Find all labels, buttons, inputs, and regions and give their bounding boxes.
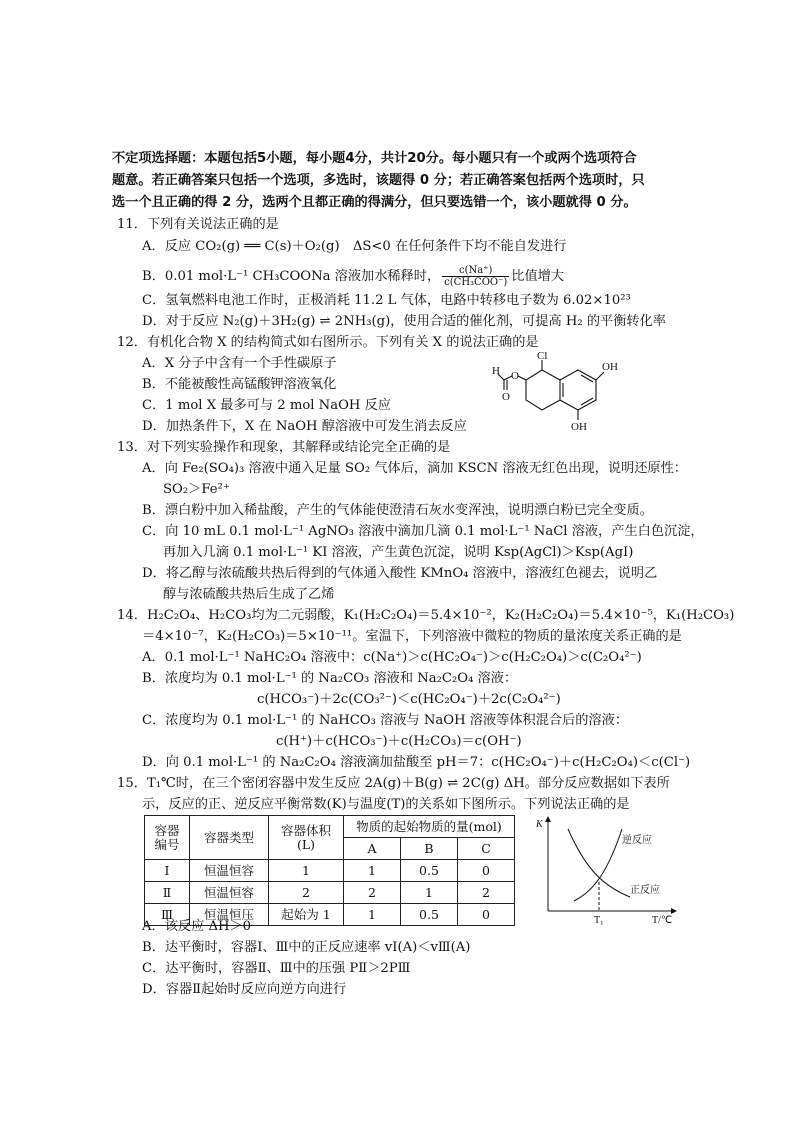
struct-o-ester-label: O [511, 370, 519, 382]
q11-option-b-text: B．0.01 mol·L⁻¹ CH₃COONa 溶液加水稀释时， [142, 269, 441, 284]
q13-option-d-line-2: 醇与浓硫酸共热后生成了乙烯 [163, 587, 335, 602]
table-cell-no: Ⅲ [145, 904, 190, 926]
table-header-no [145, 816, 190, 860]
graph-x-label: T/℃ [652, 915, 673, 926]
q15-stem-line-1: 15．T₁℃时，在三个密闭容器中发生反应 2A(g)＋B(g) ⇌ 2C(g) ΔH。部分反应数据如下表所 [117, 776, 670, 791]
table-header-b: B [401, 838, 458, 860]
q11-fraction [442, 265, 509, 288]
q11-fraction-numerator: c(Na⁺) [442, 265, 509, 277]
table-cell-c: 0 [458, 860, 515, 882]
table-header-volume [269, 816, 344, 860]
q12-option-a: A．X 分子中含有一个手性碳原子 [142, 356, 337, 371]
q13-option-c-line-2: 再加入几滴 0.1 mol·L⁻¹ KI 溶液，产生黄色沉淀，说明 Ksp(AgCl)＞Ksp(AgI) [163, 545, 634, 560]
graph-forward-curve [568, 829, 630, 897]
graph-reverse-label: 逆反应 [622, 835, 652, 846]
q15-option-d: D．容器Ⅱ起始时反应向逆方向进行 [142, 982, 347, 997]
struct-oh-bottom-label: OH [571, 421, 587, 433]
table-header-type: 容器类型 [190, 816, 269, 860]
table-header-no-1: 容器 [154, 822, 180, 838]
q15-stem-line-2: 示，反应的正、逆反应平衡常数(K)与温度(T)的关系如下图所示。下列说法正确的是 [142, 797, 630, 812]
q13-option-d-line-1: D．将乙醇与浓硫酸共热后得到的气体通入酸性 KMnO₄ 溶液中，溶液红色褪去，说明乙 [142, 566, 658, 581]
q11-option-b [142, 265, 564, 288]
q14-option-d: D．向 0.1 mol·L⁻¹ 的 Na₂C₂O₄ 溶液滴加盐酸至 pH＝7：c(HC₂O₄⁻)＋c(H₂C₂O₄)＜c(Cl⁻) [142, 755, 691, 770]
graph-forward-label: 正反应 [630, 885, 660, 896]
q13-option-a-line-2: SO₂＞Fe²⁺ [163, 482, 230, 497]
table-header-volume-1: 容器体积 [280, 822, 331, 838]
q13-option-b: B．漂白粉中加入稀盐酸，产生的气体能使澄清石灰水变浑浊，说明漂白粉已完全变质。 [142, 503, 653, 518]
table-row [145, 860, 515, 882]
struct-h-label: H [492, 365, 500, 377]
q14-option-c-line-1: C．浓度均为 0.1 mol·L⁻¹ 的 NaHCO₃ 溶液与 NaOH 溶液等体积混合后的溶液： [142, 713, 629, 728]
graph-reverse-curve [574, 829, 622, 901]
q14-stem-line-2: ＝4×10⁻⁷，K₂(H₂CO₃)＝5×10⁻¹¹。室温下，下列溶液中微粒的物质的量浓度关系正确的是 [142, 629, 682, 644]
section-header-line-2: 题意。若正确答案只包括一个选项，多选时，该题得 0 分；若正确答案包括两个选项时，只 [112, 173, 645, 188]
q14-option-b-expression: c(HCO₃⁻)＋2c(CO₃²⁻)＜c(HC₂O₄⁻)＋2c(C₂O₄²⁻) [257, 692, 561, 707]
q15-option-b: B．达平衡时，容器Ⅰ、Ⅲ中的正反应速率 vⅠ(A)＜vⅢ(A) [142, 940, 471, 955]
q11-fraction-denominator: c(CH₃COO⁻) [444, 277, 508, 288]
table-cell-b: 0.5 [401, 860, 458, 882]
q12-stem: 12．有机化合物 X 的结构简式如右图所示。下列有关 X 的说法正确的是 [117, 335, 539, 350]
table-cell-a: 1 [344, 860, 401, 882]
q11-option-a: A．反应 CO₂(g) ══ C(s)＋O₂(g) ΔS<0 在任何条件下均不能自发进行 [142, 239, 567, 254]
table-header-no-2: 编号 [154, 836, 180, 852]
section-header-line-3: 选一个且正确的得 2 分，选两个且都正确的得满分，但只要选错一个，该小题就得 0 分。 [112, 195, 637, 210]
table-cell-type: 恒温恒压 [190, 904, 269, 926]
q12-option-c: C．1 mol X 最多可与 2 mol NaOH 反应 [142, 398, 391, 413]
table-cell-no: Ⅱ [145, 882, 190, 904]
q15-data-table [144, 815, 515, 926]
q11-option-b-tail: 比值增大 [511, 269, 565, 284]
table-cell-volume: 起始为 1 [269, 904, 344, 926]
table-cell-c: 0 [458, 904, 515, 926]
table-cell-b: 1 [401, 882, 458, 904]
table-cell-type: 恒温恒容 [190, 882, 269, 904]
q12-structure-diagram [490, 350, 630, 435]
table-cell-b: 0.5 [401, 904, 458, 926]
table-header-a: A [344, 838, 401, 860]
q14-option-b-line-1: B．浓度均为 0.1 mol·L⁻¹ 的 Na₂CO₃ 溶液和 Na₂C₂O₄ 溶液： [142, 671, 518, 686]
q13-option-c-line-1: C．向 10 mL 0.1 mol·L⁻¹ AgNO₃ 溶液中滴加几滴 0.1 mol·L⁻¹ NaCl 溶液，产生白色沉淀， [142, 524, 704, 539]
q15-option-a: A．该反应 ΔH＞0 [142, 919, 252, 934]
table-cell-no: Ⅰ [145, 860, 190, 882]
table-cell-c: 2 [458, 882, 515, 904]
q12-option-b: B．不能被酸性高锰酸钾溶液氧化 [142, 377, 337, 392]
struct-oh-top-label: OH [602, 361, 618, 373]
table-row [145, 882, 515, 904]
q14-stem-line-1: 14．H₂C₂O₄、H₂CO₃均为二元弱酸，K₁(H₂C₂O₄)＝5.4×10⁻²，K₂(H₂C₂O₄)＝5.4×10⁻⁵，K₁(H₂CO₃) [117, 608, 735, 623]
q11-option-c: C．氢氧燃料电池工作时，正极消耗 11.2 L 气体，电路中转移电子数为 6.02×10²³ [142, 293, 631, 308]
q15-k-vs-t-graph [534, 815, 684, 927]
struct-o-carbonyl-label: O [502, 391, 510, 403]
table-header-volume-2: (L) [296, 836, 316, 852]
q12-option-d: D．加热条件下，X 在 NaOH 醇溶液中可发生消去反应 [142, 419, 467, 434]
q15-option-c: C．达平衡时，容器Ⅱ、Ⅲ中的压强 PⅡ＞2PⅢ [142, 961, 411, 976]
q11-stem: 11．下列有关说法正确的是 [117, 217, 279, 232]
q14-option-a: A．0.1 mol·L⁻¹ NaHC₂O₄ 溶液中：c(Na⁺)＞c(HC₂O₄⁻)＞c(H₂C₂O₄)＞c(C₂O₄²⁻) [142, 650, 642, 665]
q13-option-a-line-1: A．向 Fe₂(SO₄)₃ 溶液中通入足量 SO₂ 气体后，滴加 KSCN 溶液无红色出现，说明还原性： [142, 461, 687, 476]
table-cell-type: 恒温恒容 [190, 860, 269, 882]
table-cell-a: 2 [344, 882, 401, 904]
table-cell-volume: 1 [269, 860, 344, 882]
q14-option-c-expression: c(H⁺)＋c(HCO₃⁻)＋c(H₂CO₃)＝c(OH⁻) [276, 734, 522, 749]
table-header-amount: 物质的起始物质的量(mol) [344, 816, 515, 838]
table-cell-a: 1 [344, 904, 401, 926]
struct-cl-label: Cl [537, 350, 548, 362]
graph-y-label: K [536, 819, 543, 830]
graph-t1-label: T₁ [594, 915, 604, 926]
table-cell-volume: 2 [269, 882, 344, 904]
table-header-c: C [458, 838, 515, 860]
section-header-line-1: 不定项选择题：本题包括5小题，每小题4分，共计20分。每小题只有一个或两个选项符合 [112, 151, 637, 166]
q11-option-d: D．对于反应 N₂(g)＋3H₂(g) ⇌ 2NH₃(g)，使用合适的催化剂，可提高 H₂ 的平衡转化率 [142, 314, 666, 329]
q13-stem: 13．对下列实验操作和现象，其解释或结论完全正确的是 [117, 440, 451, 455]
